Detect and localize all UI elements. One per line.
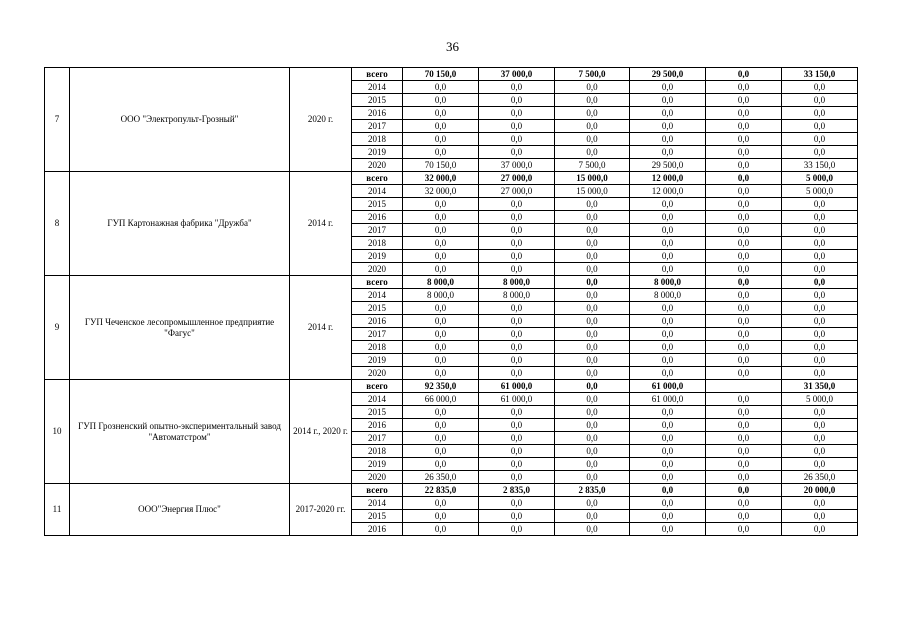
value-cell: 0,0 (403, 523, 479, 536)
value-cell: 29 500,0 (630, 159, 706, 172)
value-cell: 0,0 (706, 445, 782, 458)
value-cell: 26 350,0 (403, 471, 479, 484)
value-cell: 0,0 (706, 484, 782, 497)
value-cell: 5 000,0 (782, 172, 858, 185)
value-cell: 0,0 (403, 263, 479, 276)
table-row-total (45, 68, 858, 81)
value-cell: 0,0 (403, 237, 479, 250)
value-cell: 0,0 (403, 198, 479, 211)
value-cell: 0,0 (479, 497, 555, 510)
value-cell: 0,0 (479, 250, 555, 263)
value-cell: 0,0 (555, 445, 630, 458)
value-cell: 0,0 (706, 159, 782, 172)
value-cell: 0,0 (706, 68, 782, 81)
value-cell: 0,0 (782, 224, 858, 237)
value-cell: 8 000,0 (630, 289, 706, 302)
value-cell: 0,0 (403, 445, 479, 458)
value-cell: 0,0 (782, 146, 858, 159)
value-cell: 0,0 (555, 328, 630, 341)
value-cell: 8 000,0 (630, 276, 706, 289)
value-cell: 0,0 (555, 211, 630, 224)
value-cell: 0,0 (555, 497, 630, 510)
value-cell: 0,0 (706, 146, 782, 159)
implementation-year: 2014 г. (290, 172, 352, 276)
value-cell: 0,0 (630, 146, 706, 159)
implementation-year: 2014 г., 2020 г. (290, 380, 352, 484)
row-index: 8 (45, 172, 70, 276)
value-cell: 0,0 (782, 198, 858, 211)
year-label: 2014 (352, 497, 403, 510)
value-cell: 0,0 (630, 224, 706, 237)
row-index: 11 (45, 484, 70, 536)
enterprise-name: ООО "Электропульт-Грозный" (70, 68, 290, 172)
value-cell: 0,0 (630, 315, 706, 328)
value-cell: 0,0 (403, 315, 479, 328)
value-cell: 61 000,0 (479, 393, 555, 406)
value-cell: 0,0 (555, 263, 630, 276)
row-index: 9 (45, 276, 70, 380)
year-label: 2016 (352, 211, 403, 224)
value-cell: 0,0 (706, 276, 782, 289)
value-cell: 0,0 (782, 133, 858, 146)
value-cell: 0,0 (403, 107, 479, 120)
year-label: 2019 (352, 354, 403, 367)
value-cell: 0,0 (403, 211, 479, 224)
value-cell: 0,0 (706, 341, 782, 354)
value-cell: 0,0 (403, 94, 479, 107)
enterprise-name: ГУП Чеченское лесопромышленное предприятие "Фагус" (70, 276, 290, 380)
value-cell: 0,0 (782, 237, 858, 250)
value-cell: 12 000,0 (630, 185, 706, 198)
value-cell: 0,0 (555, 224, 630, 237)
year-label: 2017 (352, 328, 403, 341)
value-cell: 0,0 (403, 458, 479, 471)
value-cell: 0,0 (630, 354, 706, 367)
value-cell: 70 150,0 (403, 159, 479, 172)
value-cell: 0,0 (630, 419, 706, 432)
value-cell: 0,0 (479, 445, 555, 458)
value-cell: 0,0 (782, 432, 858, 445)
value-cell: 0,0 (706, 172, 782, 185)
value-cell: 0,0 (706, 497, 782, 510)
value-cell: 0,0 (555, 393, 630, 406)
value-cell: 0,0 (630, 523, 706, 536)
value-cell: 27 000,0 (479, 172, 555, 185)
value-cell: 0,0 (630, 341, 706, 354)
value-cell: 0,0 (706, 289, 782, 302)
value-cell: 0,0 (782, 302, 858, 315)
value-cell: 0,0 (630, 328, 706, 341)
value-cell: 0,0 (706, 471, 782, 484)
enterprise-name: ГУП Картонажная фабрика "Дружба" (70, 172, 290, 276)
value-cell: 0,0 (630, 458, 706, 471)
row-index: 7 (45, 68, 70, 172)
value-cell: 0,0 (479, 237, 555, 250)
value-cell: 0,0 (403, 497, 479, 510)
value-cell: 0,0 (479, 419, 555, 432)
value-cell: 0,0 (479, 328, 555, 341)
value-cell: 0,0 (403, 133, 479, 146)
value-cell: 0,0 (706, 367, 782, 380)
value-cell: 0,0 (706, 237, 782, 250)
value-cell: 0,0 (555, 341, 630, 354)
year-label: 2019 (352, 458, 403, 471)
value-cell: 0,0 (706, 198, 782, 211)
value-cell: 0,0 (706, 120, 782, 133)
value-cell: 0,0 (630, 510, 706, 523)
value-cell: 0,0 (706, 263, 782, 276)
value-cell: 0,0 (479, 302, 555, 315)
financing-table (44, 67, 858, 536)
value-cell: 37 000,0 (479, 159, 555, 172)
value-cell: 0,0 (630, 406, 706, 419)
value-cell: 8 000,0 (479, 289, 555, 302)
value-cell: 0,0 (479, 146, 555, 159)
year-label: 2014 (352, 81, 403, 94)
value-cell: 0,0 (403, 302, 479, 315)
value-cell: 0,0 (555, 458, 630, 471)
value-cell: 0,0 (782, 315, 858, 328)
value-cell: 33 150,0 (782, 159, 858, 172)
value-cell: 0,0 (630, 263, 706, 276)
value-cell: 29 500,0 (630, 68, 706, 81)
value-cell: 0,0 (479, 94, 555, 107)
value-cell: 0,0 (782, 497, 858, 510)
value-cell: 0,0 (782, 276, 858, 289)
value-cell: 0,0 (479, 224, 555, 237)
value-cell: 0,0 (403, 328, 479, 341)
value-cell: 0,0 (479, 120, 555, 133)
value-cell: 0,0 (479, 523, 555, 536)
year-label: 2016 (352, 107, 403, 120)
value-cell: 0,0 (782, 250, 858, 263)
value-cell: 0,0 (403, 367, 479, 380)
value-cell: 0,0 (630, 367, 706, 380)
value-cell: 0,0 (403, 406, 479, 419)
value-cell: 12 000,0 (630, 172, 706, 185)
value-cell: 26 350,0 (782, 471, 858, 484)
value-cell: 0,0 (706, 211, 782, 224)
year-label: всего (352, 484, 403, 497)
value-cell: 0,0 (403, 419, 479, 432)
value-cell: 0,0 (706, 185, 782, 198)
year-label: 2015 (352, 198, 403, 211)
value-cell: 0,0 (403, 146, 479, 159)
value-cell: 2 835,0 (479, 484, 555, 497)
value-cell: 0,0 (479, 510, 555, 523)
implementation-year: 2017-2020 гг. (290, 484, 352, 536)
value-cell: 0,0 (479, 432, 555, 445)
year-label: 2020 (352, 471, 403, 484)
value-cell: 0,0 (555, 354, 630, 367)
year-label: 2014 (352, 393, 403, 406)
value-cell: 0,0 (706, 224, 782, 237)
value-cell: 61 000,0 (479, 380, 555, 393)
year-label: 2016 (352, 315, 403, 328)
value-cell: 0,0 (555, 523, 630, 536)
value-cell: 0,0 (403, 510, 479, 523)
value-cell: 5 000,0 (782, 185, 858, 198)
table-row-total (45, 276, 858, 289)
value-cell: 61 000,0 (630, 380, 706, 393)
value-cell: 0,0 (555, 120, 630, 133)
value-cell: 0,0 (706, 302, 782, 315)
year-label: 2020 (352, 367, 403, 380)
value-cell: 0,0 (403, 120, 479, 133)
value-cell: 32 000,0 (403, 172, 479, 185)
value-cell: 0,0 (479, 107, 555, 120)
value-cell: 0,0 (630, 302, 706, 315)
year-label: 2014 (352, 289, 403, 302)
value-cell: 8 000,0 (403, 276, 479, 289)
year-label: всего (352, 68, 403, 81)
value-cell: 0,0 (782, 328, 858, 341)
value-cell: 0,0 (555, 146, 630, 159)
value-cell: 22 835,0 (403, 484, 479, 497)
value-cell: 0,0 (479, 341, 555, 354)
value-cell: 0,0 (555, 380, 630, 393)
value-cell: 0,0 (782, 458, 858, 471)
value-cell: 0,0 (555, 81, 630, 94)
year-label: 2020 (352, 263, 403, 276)
value-cell: 0,0 (630, 94, 706, 107)
value-cell: 20 000,0 (782, 484, 858, 497)
value-cell: 0,0 (555, 315, 630, 328)
year-label: всего (352, 172, 403, 185)
value-cell: 0,0 (782, 406, 858, 419)
value-cell: 0,0 (630, 211, 706, 224)
value-cell: 32 000,0 (403, 185, 479, 198)
value-cell: 0,0 (782, 354, 858, 367)
value-cell: 0,0 (630, 237, 706, 250)
value-cell: 0,0 (479, 458, 555, 471)
value-cell: 0,0 (630, 107, 706, 120)
value-cell: 0,0 (479, 81, 555, 94)
value-cell: 0,0 (555, 432, 630, 445)
value-cell: 0,0 (706, 107, 782, 120)
value-cell: 37 000,0 (479, 68, 555, 81)
value-cell: 0,0 (706, 94, 782, 107)
year-label: 2018 (352, 341, 403, 354)
value-cell: 0,0 (479, 198, 555, 211)
value-cell: 0,0 (479, 354, 555, 367)
value-cell: 7 500,0 (555, 68, 630, 81)
value-cell: 0,0 (706, 393, 782, 406)
value-cell: 0,0 (706, 523, 782, 536)
value-cell: 0,0 (782, 107, 858, 120)
value-cell: 0,0 (403, 81, 479, 94)
value-cell: 0,0 (782, 289, 858, 302)
value-cell: 0,0 (706, 315, 782, 328)
value-cell: 0,0 (479, 367, 555, 380)
table-row-total (45, 172, 858, 185)
value-cell: 0,0 (403, 250, 479, 263)
value-cell: 0,0 (782, 81, 858, 94)
value-cell: 0,0 (782, 211, 858, 224)
value-cell: 0,0 (403, 341, 479, 354)
table-row-total (45, 380, 858, 393)
row-index: 10 (45, 380, 70, 484)
value-cell: 0,0 (630, 81, 706, 94)
value-cell: 0,0 (630, 120, 706, 133)
value-cell: 0,0 (782, 94, 858, 107)
value-cell: 0,0 (782, 445, 858, 458)
value-cell: 8 000,0 (479, 276, 555, 289)
value-cell: 0,0 (782, 341, 858, 354)
year-label: 2017 (352, 224, 403, 237)
year-label: 2018 (352, 445, 403, 458)
year-label: 2019 (352, 146, 403, 159)
value-cell: 66 000,0 (403, 393, 479, 406)
value-cell: 31 350,0 (782, 380, 858, 393)
value-cell: 0,0 (706, 133, 782, 146)
year-label: 2015 (352, 406, 403, 419)
value-cell (706, 380, 782, 393)
year-label: 2014 (352, 185, 403, 198)
value-cell: 0,0 (706, 250, 782, 263)
year-label: 2015 (352, 94, 403, 107)
implementation-year: 2014 г. (290, 276, 352, 380)
implementation-year: 2020 г. (290, 68, 352, 172)
year-label: 2016 (352, 419, 403, 432)
value-cell: 0,0 (479, 211, 555, 224)
value-cell: 0,0 (555, 367, 630, 380)
value-cell: 0,0 (479, 315, 555, 328)
value-cell: 0,0 (555, 289, 630, 302)
value-cell: 2 835,0 (555, 484, 630, 497)
value-cell: 61 000,0 (630, 393, 706, 406)
value-cell: 0,0 (630, 198, 706, 211)
value-cell: 0,0 (706, 432, 782, 445)
value-cell: 0,0 (706, 406, 782, 419)
value-cell: 0,0 (479, 133, 555, 146)
value-cell: 0,0 (706, 328, 782, 341)
value-cell: 0,0 (782, 367, 858, 380)
value-cell: 92 350,0 (403, 380, 479, 393)
value-cell: 0,0 (403, 354, 479, 367)
value-cell: 0,0 (782, 523, 858, 536)
value-cell: 0,0 (403, 432, 479, 445)
value-cell: 0,0 (782, 120, 858, 133)
value-cell: 0,0 (630, 484, 706, 497)
value-cell: 0,0 (706, 81, 782, 94)
enterprise-name: ООО"Энергия Плюс" (70, 484, 290, 536)
year-label: 2020 (352, 159, 403, 172)
value-cell: 0,0 (782, 510, 858, 523)
value-cell: 0,0 (630, 471, 706, 484)
year-label: 2016 (352, 523, 403, 536)
value-cell: 0,0 (782, 419, 858, 432)
year-label: 2018 (352, 133, 403, 146)
value-cell: 0,0 (479, 471, 555, 484)
value-cell: 0,0 (555, 302, 630, 315)
value-cell: 70 150,0 (403, 68, 479, 81)
value-cell: 0,0 (555, 276, 630, 289)
value-cell: 0,0 (706, 419, 782, 432)
value-cell: 0,0 (630, 133, 706, 146)
value-cell: 0,0 (479, 263, 555, 276)
value-cell: 8 000,0 (403, 289, 479, 302)
table-body (45, 68, 858, 536)
value-cell: 0,0 (479, 406, 555, 419)
enterprise-name: ГУП Грозненский опытно-экспериментальный завод "Автоматстром" (70, 380, 290, 484)
year-label: всего (352, 380, 403, 393)
year-label: всего (352, 276, 403, 289)
year-label: 2018 (352, 237, 403, 250)
financing-table-wrapper (44, 67, 858, 536)
value-cell: 0,0 (403, 224, 479, 237)
value-cell: 0,0 (555, 198, 630, 211)
value-cell: 0,0 (706, 458, 782, 471)
value-cell: 0,0 (706, 510, 782, 523)
value-cell: 0,0 (555, 107, 630, 120)
value-cell: 0,0 (555, 419, 630, 432)
value-cell: 33 150,0 (782, 68, 858, 81)
page-number: 36 (446, 39, 459, 54)
value-cell: 0,0 (630, 432, 706, 445)
value-cell: 0,0 (555, 133, 630, 146)
value-cell: 7 500,0 (555, 159, 630, 172)
year-label: 2017 (352, 120, 403, 133)
value-cell: 0,0 (630, 250, 706, 263)
value-cell: 0,0 (782, 263, 858, 276)
value-cell: 0,0 (555, 237, 630, 250)
year-label: 2017 (352, 432, 403, 445)
value-cell: 0,0 (630, 497, 706, 510)
value-cell: 0,0 (706, 354, 782, 367)
value-cell: 0,0 (555, 406, 630, 419)
year-label: 2019 (352, 250, 403, 263)
value-cell: 15 000,0 (555, 172, 630, 185)
value-cell: 0,0 (555, 250, 630, 263)
value-cell: 15 000,0 (555, 185, 630, 198)
value-cell: 5 000,0 (782, 393, 858, 406)
value-cell: 0,0 (555, 471, 630, 484)
year-label: 2015 (352, 510, 403, 523)
value-cell: 0,0 (630, 445, 706, 458)
table-row-total (45, 484, 858, 497)
value-cell: 0,0 (555, 94, 630, 107)
value-cell: 27 000,0 (479, 185, 555, 198)
value-cell: 0,0 (555, 510, 630, 523)
year-label: 2015 (352, 302, 403, 315)
